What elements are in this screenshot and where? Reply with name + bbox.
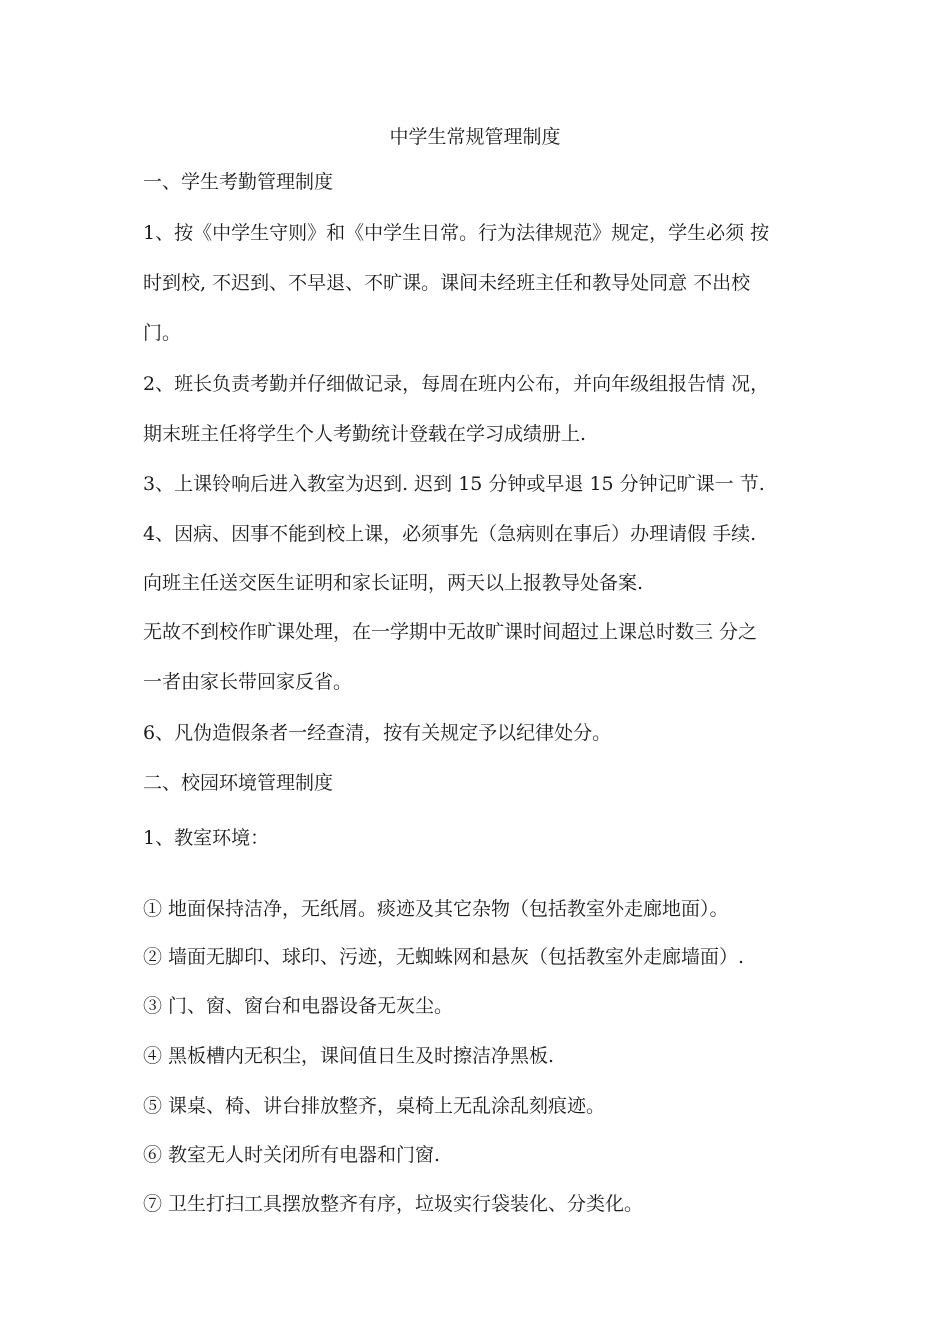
section-heading-campus: 二、校园环境管理制度: [143, 772, 334, 794]
paragraph-line: 一者由家长带回家反省。: [143, 671, 353, 693]
list-item: ⑥ 教室无人时关闭所有电器和门窗.: [143, 1144, 441, 1166]
paragraph-line: 无故不到校作旷课处理，在一学期中无故旷课时间超过上课总时数三 分之: [143, 621, 758, 643]
paragraph-line: 3、上课铃响后进入教室为迟到. 迟到 15 分钟或早退 15 分钟记旷课一 节.: [143, 473, 765, 495]
list-item: ⑦ 卫生打扫工具摆放整齐有序，垃圾实行袋装化、分类化。: [143, 1193, 644, 1215]
subsection-heading-classroom: 1、教室环境：: [143, 827, 270, 849]
paragraph-line: 门。: [143, 322, 182, 344]
paragraph-line: 时到校, 不迟到、不早退、不旷课。课间未经班主任和教导处同意 不出校: [143, 272, 751, 294]
list-item: ④ 黑板槽内无积尘，课间值日生及时擦洁净黑板.: [143, 1045, 555, 1067]
paragraph-line: 2、班长负责考勤并仔细做记录，每周在班内公布，并向年级组报告情 况，: [143, 373, 770, 395]
list-item: ⑤ 课桌、椅、讲台排放整齐，桌椅上无乱涂乱刻痕迹。: [143, 1095, 606, 1117]
paragraph-line: 向班主任送交医生证明和家长证明，两天以上报教导处备案.: [143, 572, 644, 594]
paragraph-line: 4、因病、因事不能到校上课，必须事先（急病则在事后）办理请假 手续.: [143, 523, 757, 545]
paragraph-line: 期末班主任将学生个人考勤统计登载在学习成绩册上.: [143, 423, 587, 445]
list-item: ① 地面保持洁净，无纸屑。痰迹及其它杂物（包括教室外走廊地面）。: [143, 898, 729, 920]
section-heading-attendance: 一、学生考勤管理制度: [143, 171, 334, 193]
document-title: 中学生常规管理制度: [389, 126, 561, 148]
paragraph-line: 1、按《中学生守则》和《中学生日常。行为法律规范》规定，学生必须 按: [143, 222, 770, 244]
list-item: ③ 门、窗、窗台和电器设备无灰尘。: [143, 995, 454, 1017]
paragraph-line: 6、凡伪造假条者一经查清，按有关规定予以纪律处分。: [143, 722, 612, 744]
list-item: ② 墙面无脚印、球印、污迹，无蜘蛛网和悬灰（包括教室外走廊墙面）.: [143, 946, 745, 968]
